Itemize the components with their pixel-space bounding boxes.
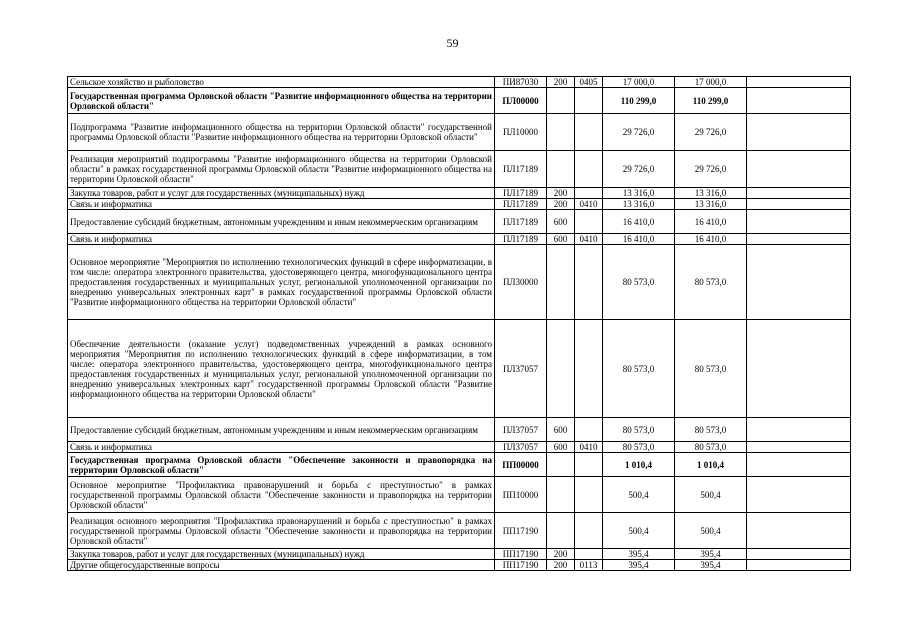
row-expense-type: 200 xyxy=(547,560,575,571)
row-description: Связь и информатика xyxy=(68,234,495,245)
row-amount-1: 17 000,0 xyxy=(603,77,675,88)
table-row xyxy=(68,151,851,188)
row-amount-2: 16 410,0 xyxy=(675,234,747,245)
table-row xyxy=(68,320,851,418)
row-target-code: ПЛ37057 xyxy=(495,320,547,418)
row-amount-2: 1 010,4 xyxy=(675,453,747,477)
row-section-code xyxy=(575,549,603,560)
row-amount-1: 500,4 xyxy=(603,513,675,549)
table-row xyxy=(68,477,851,513)
row-target-code: ПП17190 xyxy=(495,560,547,571)
row-amount-2: 80 573,0 xyxy=(675,320,747,418)
row-target-code: ПП17190 xyxy=(495,513,547,549)
row-target-code: ПИ87030 xyxy=(495,77,547,88)
table-row xyxy=(68,560,851,571)
row-description: Связь и информатика xyxy=(68,442,495,453)
row-amount-1: 80 573,0 xyxy=(603,418,675,442)
row-expense-type: 600 xyxy=(547,442,575,453)
table-row xyxy=(68,77,851,88)
row-expense-type xyxy=(547,453,575,477)
row-amount-3 xyxy=(747,234,851,245)
table-row xyxy=(68,442,851,453)
row-amount-1: 395,4 xyxy=(603,549,675,560)
row-amount-3 xyxy=(747,477,851,513)
row-section-code xyxy=(575,188,603,199)
row-amount-2: 395,4 xyxy=(675,560,747,571)
row-target-code: ПЛ17189 xyxy=(495,234,547,245)
row-description: Закупка товаров, работ и услуг для государственных (муниципальных) нужд xyxy=(68,188,495,199)
row-amount-2: 16 410,0 xyxy=(675,210,747,234)
table-row xyxy=(68,210,851,234)
row-amount-2: 500,4 xyxy=(675,513,747,549)
row-target-code: ПЛ37057 xyxy=(495,442,547,453)
row-target-code: ПЛ17189 xyxy=(495,151,547,188)
row-description: Подпрограмма "Развитие информационного общества на территории Орловской области" государственной программы Орловской области "Развитие информационного общества на территории Орловской области" xyxy=(68,114,495,151)
row-amount-1: 29 726,0 xyxy=(603,151,675,188)
row-expense-type xyxy=(547,477,575,513)
row-amount-1: 395,4 xyxy=(603,560,675,571)
row-target-code: ПЛ00000 xyxy=(495,88,547,114)
table-row xyxy=(68,549,851,560)
row-description: Предоставление субсидий бюджетным, автономным учреждениям и иным некоммерческим организациям xyxy=(68,210,495,234)
row-amount-1: 13 316,0 xyxy=(603,199,675,210)
row-description: Реализация основного мероприятия "Профилактика правонарушений и борьба с преступностью" в рамках государственной программы Орловской области "Обеспечение законности и правопорядка на территории Орловской области" xyxy=(68,513,495,549)
row-amount-2: 29 726,0 xyxy=(675,151,747,188)
row-amount-1: 16 410,0 xyxy=(603,234,675,245)
row-section-code xyxy=(575,453,603,477)
row-amount-1: 1 010,4 xyxy=(603,453,675,477)
row-target-code: ПЛ17189 xyxy=(495,188,547,199)
row-amount-3 xyxy=(747,199,851,210)
row-amount-1: 16 410,0 xyxy=(603,210,675,234)
row-target-code: ПП10000 xyxy=(495,477,547,513)
row-section-code: 0113 xyxy=(575,560,603,571)
row-amount-2: 17 000,0 xyxy=(675,77,747,88)
row-amount-1: 80 573,0 xyxy=(603,320,675,418)
row-amount-3 xyxy=(747,151,851,188)
row-amount-2: 395,4 xyxy=(675,549,747,560)
row-expense-type xyxy=(547,88,575,114)
row-amount-1: 110 299,0 xyxy=(603,88,675,114)
row-description: Связь и информатика xyxy=(68,199,495,210)
row-amount-3 xyxy=(747,77,851,88)
row-description: Закупка товаров, работ и услуг для государственных (муниципальных) нужд xyxy=(68,549,495,560)
row-amount-2: 500,4 xyxy=(675,477,747,513)
row-description: Предоставление субсидий бюджетным, автономным учреждениям и иным некоммерческим организациям xyxy=(68,418,495,442)
row-expense-type xyxy=(547,151,575,188)
row-section-code: 0410 xyxy=(575,199,603,210)
row-description: Государственная программа Орловской области "Обеспечение законности и правопорядка на территории Орловской области" xyxy=(68,453,495,477)
row-amount-3 xyxy=(747,513,851,549)
row-expense-type: 600 xyxy=(547,210,575,234)
row-amount-2: 110 299,0 xyxy=(675,88,747,114)
row-target-code: ПП00000 xyxy=(495,453,547,477)
row-amount-1: 13 316,0 xyxy=(603,188,675,199)
table-row xyxy=(68,513,851,549)
row-target-code: ПЛ30000 xyxy=(495,245,547,320)
table-row xyxy=(68,114,851,151)
row-section-code xyxy=(575,245,603,320)
row-amount-3 xyxy=(747,188,851,199)
row-section-code: 0410 xyxy=(575,442,603,453)
row-amount-2: 80 573,0 xyxy=(675,245,747,320)
row-section-code: 0405 xyxy=(575,77,603,88)
row-description: Сельское хозяйство и рыболовство xyxy=(68,77,495,88)
row-description: Другие общегосударственные вопросы xyxy=(68,560,495,571)
table-row xyxy=(68,188,851,199)
row-section-code: 0410 xyxy=(575,234,603,245)
row-section-code xyxy=(575,418,603,442)
row-expense-type xyxy=(547,114,575,151)
row-target-code: ПП17190 xyxy=(495,549,547,560)
table-body xyxy=(68,77,851,571)
row-description: Обеспечение деятельности (оказание услуг) подведомственных учреждений в рамках основного мероприятия "Мероприятия по исполнению технологических функций в сфере информатизации, в том числе: оператора электронного правительства, удостоверяющего центра, многофункционального центра предоставления государственных и муниципальных услуг, региональной уполномоченной организации по внедрению универсальных электронных карт" государственной программы Орловской области "Развитие информационного общества на территории Орловской области" xyxy=(68,320,495,418)
row-target-code: ПЛ17189 xyxy=(495,210,547,234)
row-expense-type: 600 xyxy=(547,418,575,442)
row-expense-type: 200 xyxy=(547,199,575,210)
table-row xyxy=(68,199,851,210)
row-amount-2: 80 573,0 xyxy=(675,418,747,442)
row-expense-type: 200 xyxy=(547,77,575,88)
page-number: 59 xyxy=(446,36,459,50)
row-section-code xyxy=(575,88,603,114)
row-amount-3 xyxy=(747,453,851,477)
row-amount-1: 80 573,0 xyxy=(603,442,675,453)
row-amount-3 xyxy=(747,320,851,418)
row-expense-type xyxy=(547,513,575,549)
row-section-code xyxy=(575,151,603,188)
row-amount-2: 29 726,0 xyxy=(675,114,747,151)
row-amount-3 xyxy=(747,88,851,114)
row-section-code xyxy=(575,210,603,234)
row-amount-2: 13 316,0 xyxy=(675,188,747,199)
table-row xyxy=(68,453,851,477)
row-expense-type: 200 xyxy=(547,549,575,560)
row-description: Реализация мероприятий подпрограммы "Развитие информационного общества на территории Орловской области" в рамках государственной программы Орловской области "Развитие информационного общества на территории Орловской области" xyxy=(68,151,495,188)
table-row xyxy=(68,88,851,114)
row-target-code: ПЛ10000 xyxy=(495,114,547,151)
row-amount-3 xyxy=(747,114,851,151)
row-section-code xyxy=(575,513,603,549)
row-amount-1: 500,4 xyxy=(603,477,675,513)
row-section-code xyxy=(575,114,603,151)
row-description: Основное мероприятие "Мероприятия по исполнению технологических функций в сфере информатизации, в том числе: оператора электронного правительства, удостоверяющего центра, многофункционального центра предоставления государственных и муниципальных услуг, региональной уполномоченной организации по внедрению универсальных электронных карт" в рамках государственной программы Орловской области "Развитие информационного общества на территории Орловской области" xyxy=(68,245,495,320)
row-amount-3 xyxy=(747,418,851,442)
row-description: Основное мероприятие "Профилактика правонарушений и борьба с преступностью" в рамках государственной программы Орловской области "Обеспечение законности и правопорядка на территории Орловской области" xyxy=(68,477,495,513)
row-target-code: ПЛ17189 xyxy=(495,199,547,210)
table-row xyxy=(68,234,851,245)
row-amount-3 xyxy=(747,442,851,453)
row-amount-1: 80 573,0 xyxy=(603,245,675,320)
row-expense-type xyxy=(547,245,575,320)
row-expense-type: 200 xyxy=(547,188,575,199)
row-amount-3 xyxy=(747,560,851,571)
table-row xyxy=(68,245,851,320)
row-amount-1: 29 726,0 xyxy=(603,114,675,151)
row-section-code xyxy=(575,477,603,513)
row-expense-type xyxy=(547,320,575,418)
row-section-code xyxy=(575,320,603,418)
row-amount-2: 13 316,0 xyxy=(675,199,747,210)
row-amount-3 xyxy=(747,245,851,320)
table-row xyxy=(68,418,851,442)
row-amount-2: 80 573,0 xyxy=(675,442,747,453)
row-description: Государственная программа Орловской области "Развитие информационного общества на территории Орловской области" xyxy=(68,88,495,114)
budget-table xyxy=(67,76,851,571)
row-target-code: ПЛ37057 xyxy=(495,418,547,442)
row-amount-3 xyxy=(747,210,851,234)
row-amount-3 xyxy=(747,549,851,560)
row-expense-type: 600 xyxy=(547,234,575,245)
